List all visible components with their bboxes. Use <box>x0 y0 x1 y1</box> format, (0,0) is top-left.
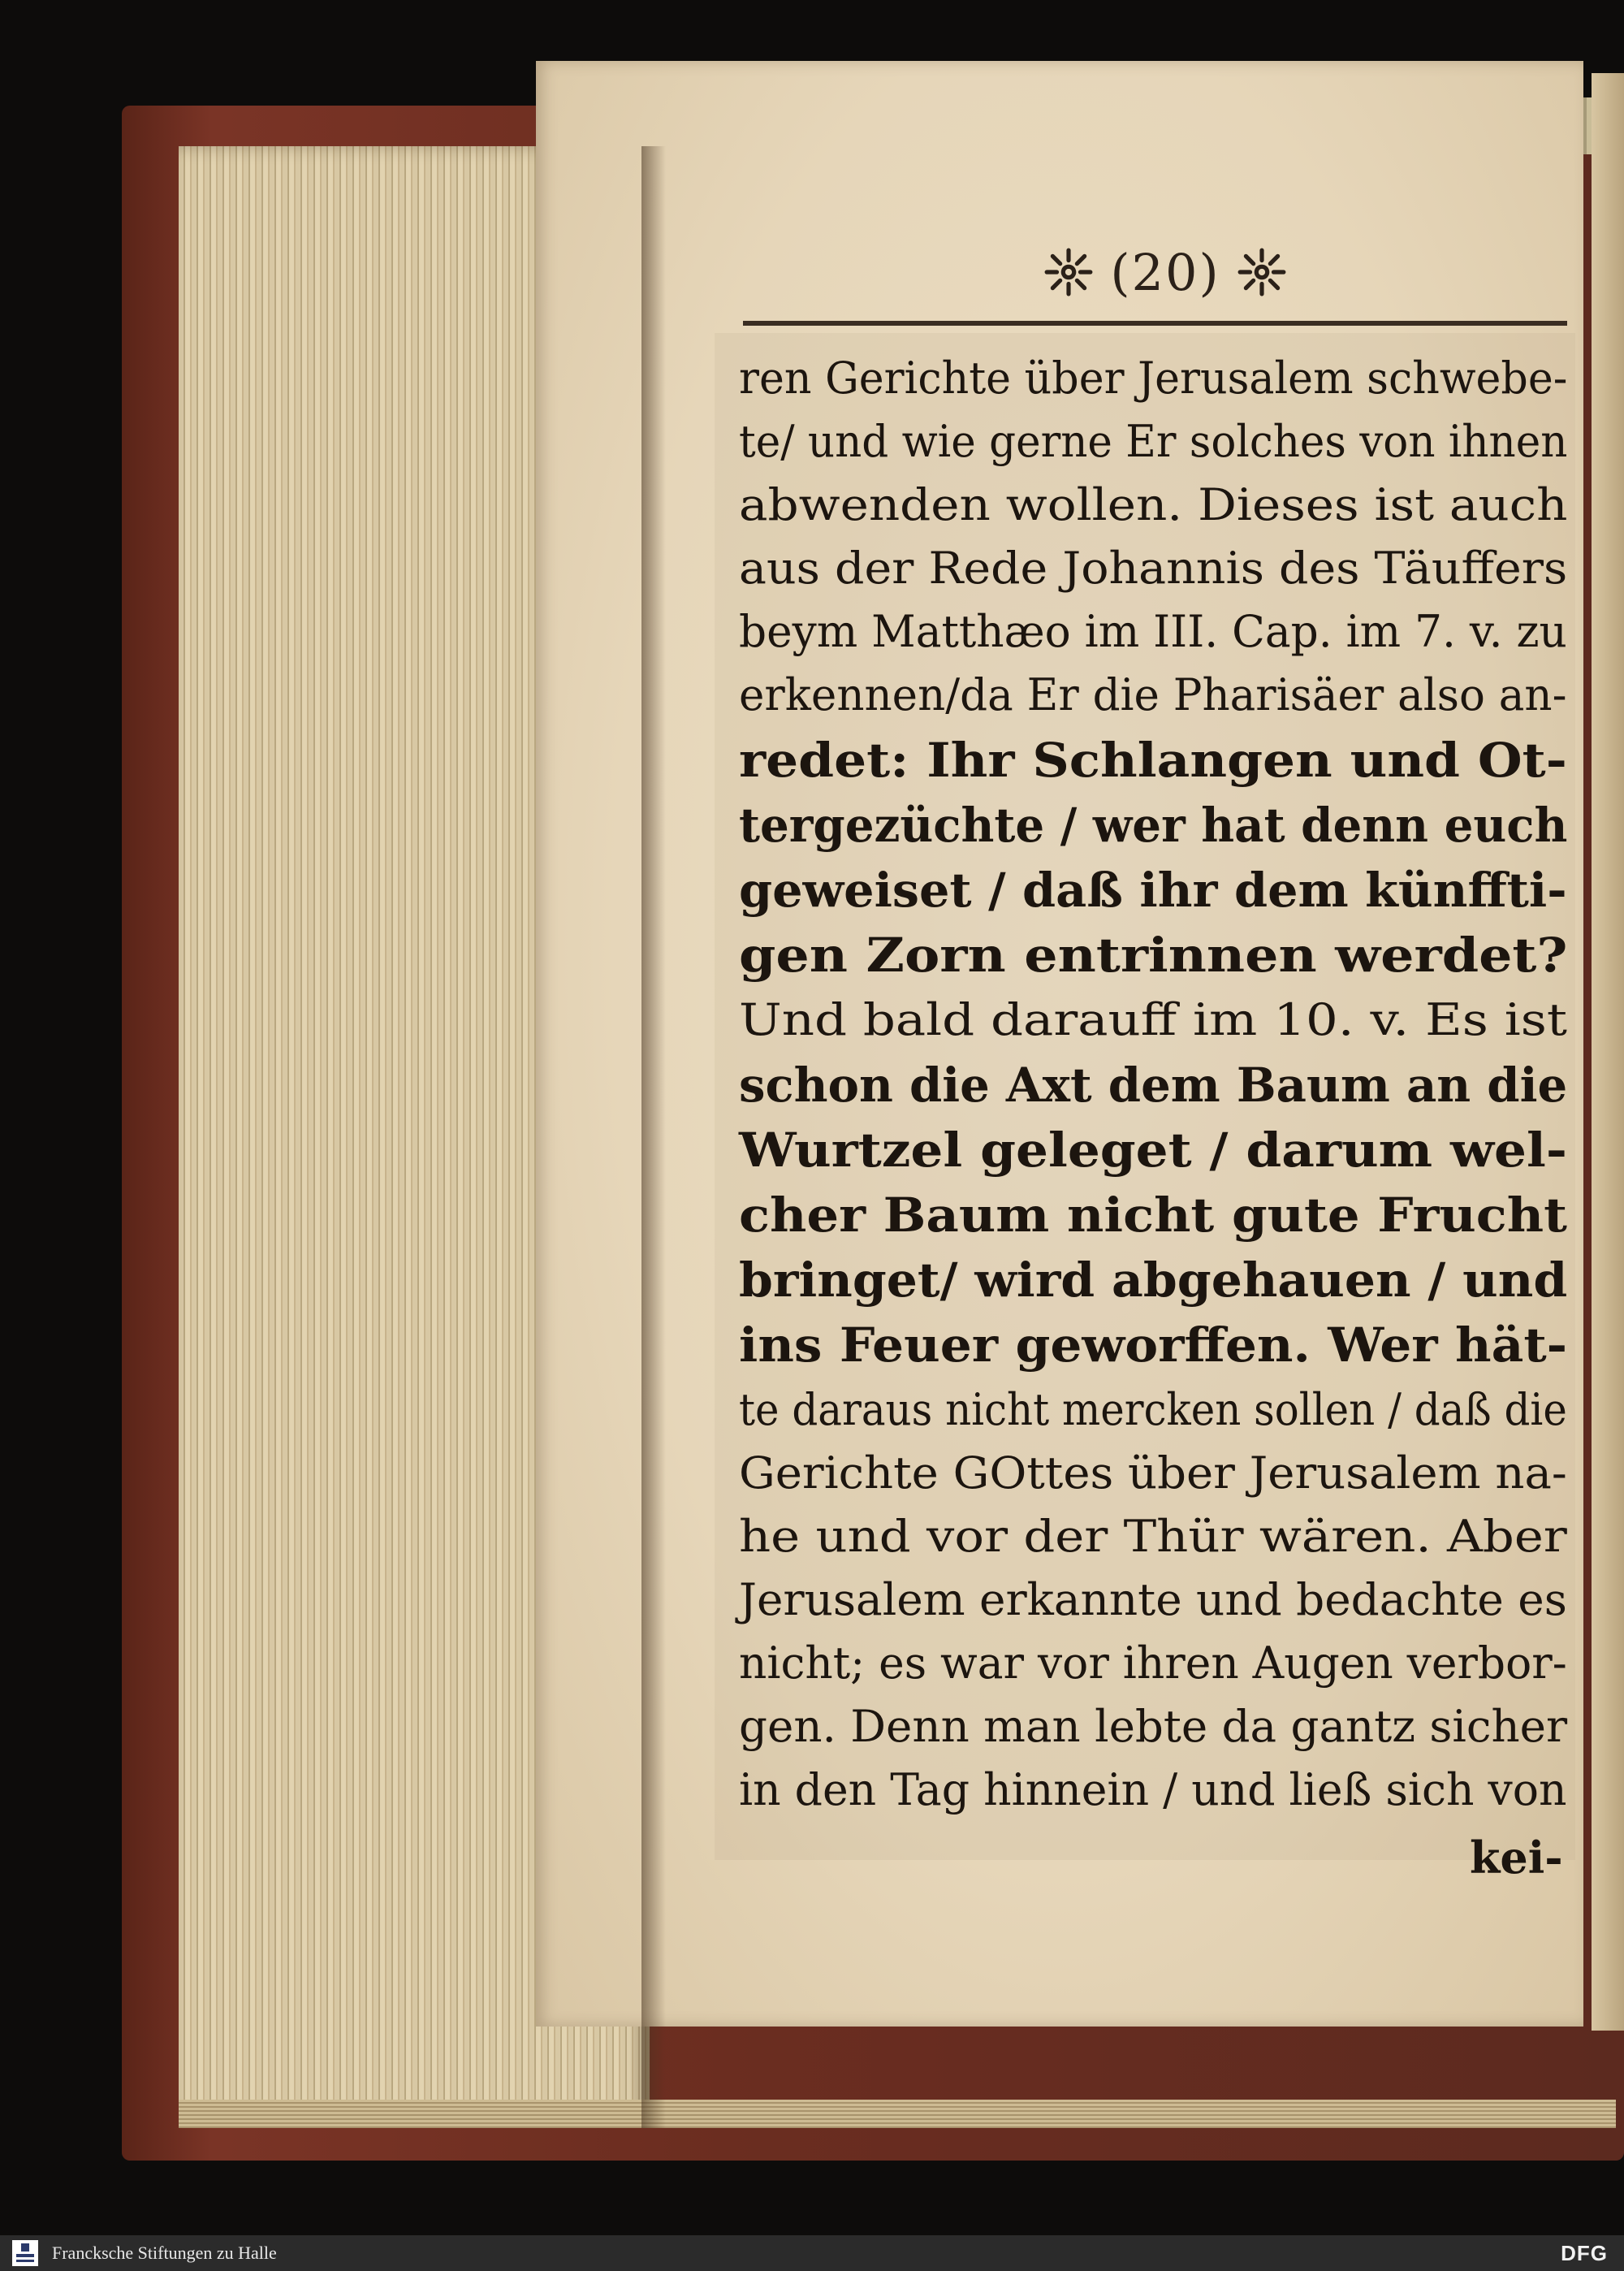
text-line: abwenden wollen. Dieses ist auch <box>739 479 1568 530</box>
text-line: he und vor der Thür wären. Aber <box>739 1511 1567 1562</box>
text-line: aus der Rede Johannis des Täuffers <box>739 543 1568 594</box>
text-line: cher Baum nicht gute Frucht <box>739 1187 1567 1243</box>
text-line: geweiset / daß ihr dem künffti- <box>739 863 1567 918</box>
text-line: schon die Axt dem Baum an die <box>739 1058 1568 1113</box>
text-line: Jerusalem erkannte und bedachte es <box>739 1574 1567 1625</box>
text-line: te/ und wie gerne Er solches von ihnen <box>739 416 1568 467</box>
text-line: redet: Ihr Schlangen und Ot- <box>739 733 1567 788</box>
catchword: kei- <box>1470 1832 1563 1884</box>
text-block <box>715 333 1575 1860</box>
text-line: Wurtzel geleget / darum wel- <box>739 1123 1567 1178</box>
text-line: gen Zorn entrinnen werdet? <box>739 928 1568 983</box>
foundation-logo-icon <box>10 2238 41 2269</box>
text-line: gen. Denn man lebte da gantz sicher <box>739 1701 1568 1752</box>
running-head <box>1019 240 1311 305</box>
gutter-shadow <box>641 146 666 2128</box>
text-line: tergezüchte / wer hat denn euch <box>739 798 1568 853</box>
floral-ornament-icon <box>1237 247 1287 297</box>
text-line: erkennen/da Er die Pharisäer also an- <box>739 669 1567 720</box>
text-line: te daraus nicht mercken sollen / daß die <box>739 1384 1567 1435</box>
dfg-logo: DFG <box>1561 2240 1608 2265</box>
text-line: ins Feuer geworffen. Wer hät- <box>739 1317 1568 1373</box>
text-line: in den Tag hinnein / und ließ sich von <box>739 1764 1567 1815</box>
text-line: bringet/ wird abgehauen / und <box>739 1252 1568 1308</box>
institution-name: Francksche Stiftungen zu Halle <box>52 2243 277 2263</box>
text-line: Und bald darauff im 10. v. Es ist <box>739 994 1567 1045</box>
page-edge-right <box>1592 73 1624 2031</box>
head-rule <box>743 321 1567 326</box>
footer-bar <box>0 2235 1624 2271</box>
text-line: ren Gerichte über Jerusalem schwebe- <box>739 353 1568 404</box>
text-line: beym Matthæo im III. Cap. im 7. v. zu <box>739 606 1567 657</box>
page-stack-bottom <box>179 2100 1616 2128</box>
text-line: nicht; es war vor ihren Augen verbor- <box>739 1637 1567 1689</box>
text-line: Gerichte GOttes über Jerusalem na- <box>739 1447 1567 1499</box>
floral-ornament-icon <box>1043 247 1094 297</box>
page-number: (20) <box>1110 242 1220 302</box>
